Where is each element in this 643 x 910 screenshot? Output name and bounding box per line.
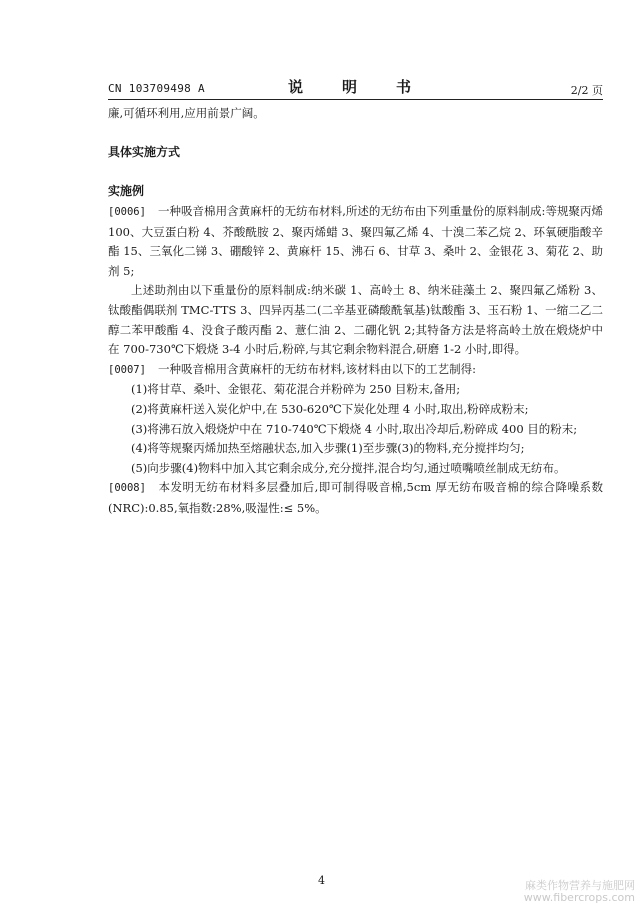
page-indicator: 2/2 页 [570,84,603,97]
process-step: (1)将甘草、桑叶、金银花、菊花混合并粉碎为 250 目粉末,备用; [131,382,461,397]
paragraph-0007 [108,360,603,381]
paragraph-0008 [108,478,603,518]
process-step: (4)将等规聚丙烯加热至熔融状态,加入步骤(1)至步骤(3)的物料,充分搅拌均匀; [131,441,525,456]
process-step: (2)将黄麻杆送入炭化炉中,在 530-620℃下炭化处理 4 小时,取出,粉碎成粉末; [131,401,529,416]
paragraph-number: [0006] [108,205,146,218]
section-heading: 具体实施方式 [108,145,181,160]
example-heading: 实施例 [108,184,145,199]
paragraph-text: 本发明无纺布材料多层叠加后,即可制得吸音棉,5cm 厚无纺布吸音棉的综合降噪系数(NRC):0.85,氧指数:28%,吸湿性:≤ 5%。 [108,480,603,515]
watermark-site-name: 麻类作物营养与施肥网 [525,879,635,892]
paragraph-number: [0008] [108,482,146,495]
paragraph-auxiliary: 上述助剂由以下重量份的原料制成:纳米碳 1、高岭土 8、纳米硅藻土 2、聚四氟乙烯粉 3、钛酸酯偶联剂 TMC-TTS 3、四异丙基二(二辛基亚磷酸酰氧基)钛酸酯 3、玉石粉 1、一缩二乙二醇二苯甲酸酯 4、没食子酸丙酯 2、薏仁油 2、二硼化钒 2;其特备方法是将高岭土放在煅烧炉中在 700-730℃下煅烧 3-4 小时后,粉碎,与其它剩余物料混合,研磨 1-2 小时,即得。 [108,283,603,357]
paragraph-0006 [108,202,603,281]
process-step: (5)向步骤(4)物料中加入其它剩余成分,充分搅拌,混合均匀,通过喷嘴喷丝制成无纺布。 [131,460,566,475]
document-title: 说 明 书 [287,78,423,96]
page-number: 4 [318,874,325,887]
process-step: (3)将沸石放入煅烧炉中在 710-740℃下煅烧 4 小时,取出冷却后,粉碎成 400 目的粉末; [131,421,578,436]
site-watermark [524,880,635,904]
continuation-text: 廉,可循环利用,应用前景广阔。 [108,106,265,120]
paragraph-text: 一种吸音棉用含黄麻杆的无纺布材料,该材料由以下的工艺制得: [158,361,477,376]
paragraph-text: 一种吸音棉用含黄麻杆的无纺布材料,所述的无纺布由下列重量份的原料制成:等规聚丙烯 100、大豆蛋白粉 4、芥酸酰胺 2、聚丙烯蜡 3、聚四氟乙烯 4、十溴二苯乙烷 2、环氧硬脂酸辛酯 15、三氧化二锑 3、硼酸锌 2、黄麻杆 15、沸石 6、甘草 3、桑叶 2、金银花 3、菊花 2、助剂 5; [108,203,603,278]
paragraph-number: [0007] [108,363,146,376]
page-header [108,74,603,98]
page-body [108,104,603,518]
header-rule [108,99,603,100]
watermark-site-url: www.fibercrops.com [523,891,635,904]
document-number: CN 103709498 A [108,82,205,95]
